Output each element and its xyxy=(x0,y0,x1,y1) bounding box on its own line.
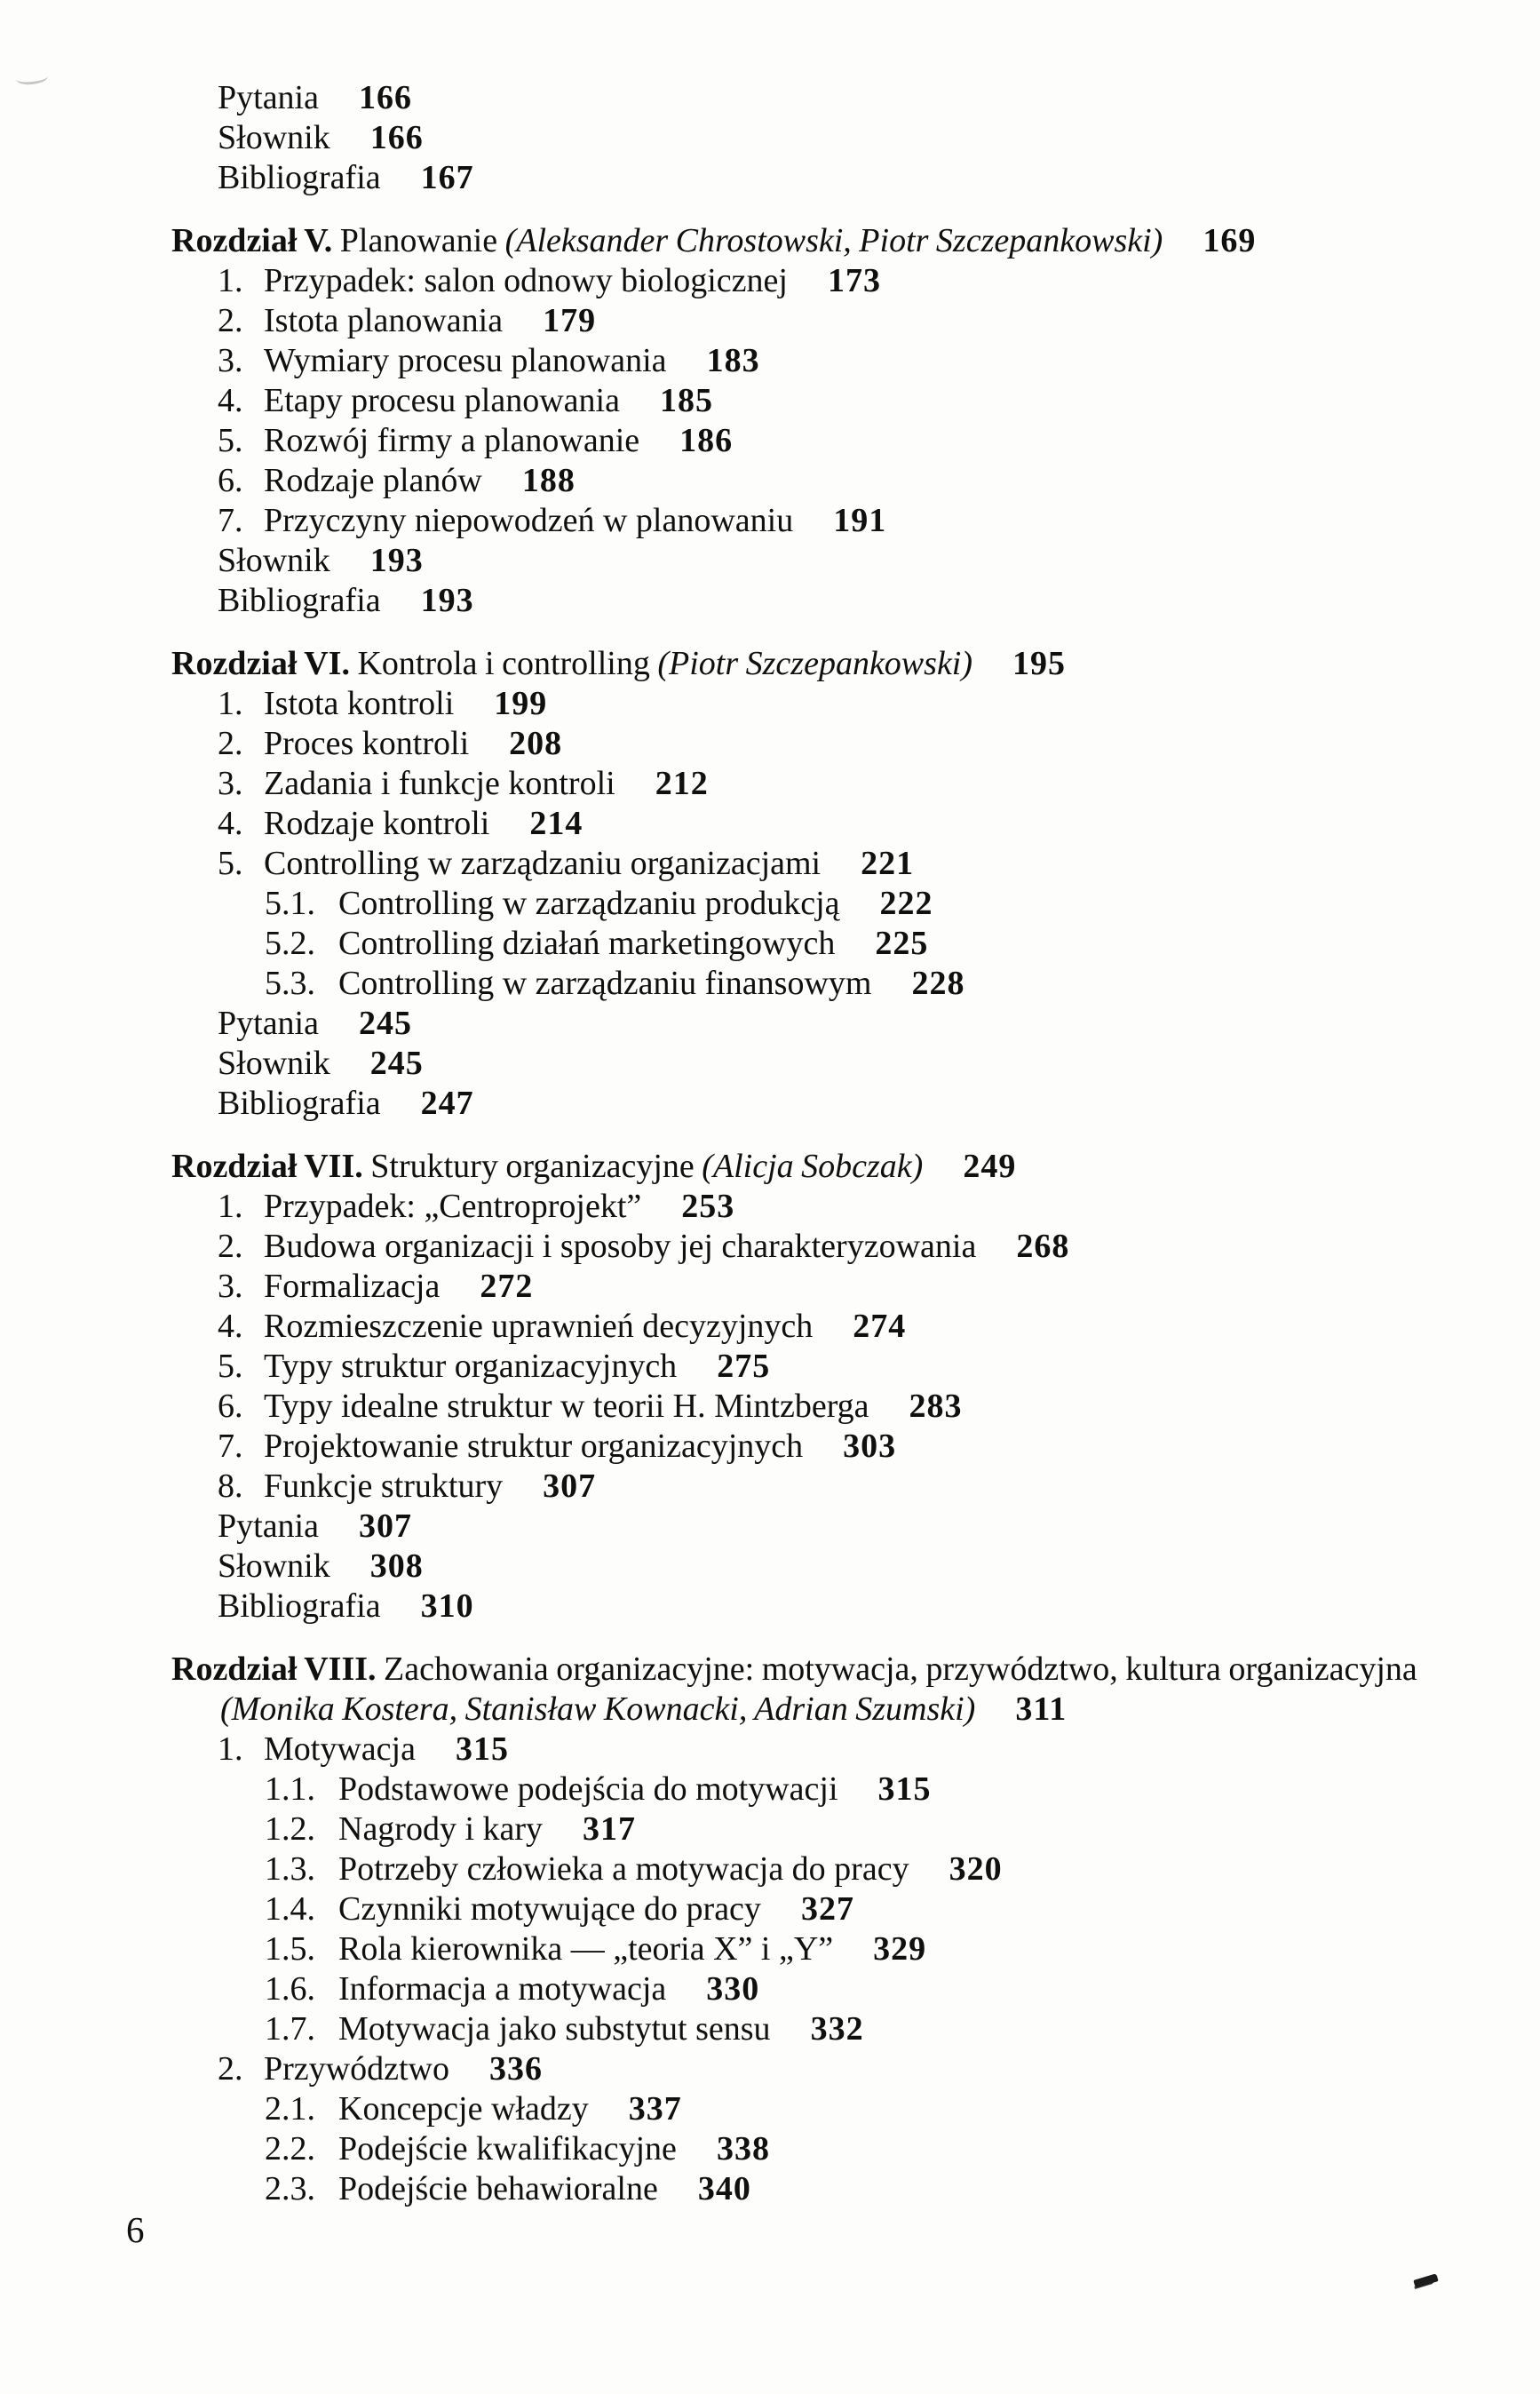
item-number: 4. xyxy=(218,382,243,419)
item-number: 1.2. xyxy=(265,1810,315,1848)
toc-item xyxy=(265,2089,1518,2129)
item-number: 4. xyxy=(218,1308,243,1345)
item-page-number: 167 xyxy=(420,159,474,196)
item-label: Nagrody i kary xyxy=(338,1810,544,1848)
item-page-number: 274 xyxy=(853,1308,907,1345)
item-page-number: 193 xyxy=(420,582,474,619)
item-page-number: 338 xyxy=(716,2130,770,2167)
toc-item xyxy=(265,2129,1518,2169)
chapter-block xyxy=(171,644,1518,1124)
chapter-header xyxy=(171,1147,1518,1187)
item-label: Projektowanie struktur organizacyjnych xyxy=(264,1428,804,1465)
toc-item xyxy=(218,1387,1518,1427)
item-number: 7. xyxy=(218,502,243,539)
item-page-number: 268 xyxy=(1016,1228,1070,1265)
item-page-number: 315 xyxy=(455,1730,509,1768)
item-page-number: 315 xyxy=(877,1770,932,1808)
chapter-label: Rozdział VIII. xyxy=(171,1650,377,1688)
toc-item xyxy=(265,1849,1518,1889)
item-number: 3. xyxy=(218,765,243,802)
toc-item xyxy=(218,1347,1518,1387)
toc-item xyxy=(218,341,1518,381)
item-label: Typy idealne struktur w teorii H. Mintzberga xyxy=(264,1388,869,1425)
chapter-header xyxy=(171,1650,1518,1730)
item-number: 8. xyxy=(218,1467,243,1505)
item-label: Pytania xyxy=(218,79,319,116)
item-number: 5. xyxy=(218,845,243,882)
item-page-number: 327 xyxy=(800,1890,854,1928)
item-page-number: 225 xyxy=(875,925,929,962)
item-label: Bibliografia xyxy=(218,582,381,619)
item-label: Typy struktur organizacyjnych xyxy=(264,1348,678,1385)
chapter-block xyxy=(171,1147,1518,1626)
item-number: 1.7. xyxy=(265,2010,315,2048)
chapter-title: Planowanie xyxy=(339,222,498,259)
toc-item xyxy=(265,964,1518,1004)
item-label: Koncepcje władzy xyxy=(338,2090,589,2128)
item-number: 3. xyxy=(218,1268,243,1305)
item-label: Słownik xyxy=(218,119,330,156)
toc-item xyxy=(218,158,1518,198)
item-page-number: 179 xyxy=(543,302,597,339)
scan-artifact-squiggle xyxy=(15,69,48,86)
item-number: 3. xyxy=(218,342,243,379)
item-page-number: 330 xyxy=(706,1970,760,2008)
item-page-number: 272 xyxy=(480,1268,534,1305)
item-label: Rodzaje planów xyxy=(264,462,482,499)
chapter-header xyxy=(171,221,1518,261)
item-label: Etapy procesu planowania xyxy=(264,382,620,419)
toc-item xyxy=(265,884,1518,924)
item-page-number: 310 xyxy=(420,1587,474,1625)
toc-item xyxy=(265,1770,1518,1809)
toc-item xyxy=(218,461,1518,501)
item-label: Przypadek: salon odnowy biologicznej xyxy=(264,262,788,299)
toc-item xyxy=(218,1547,1518,1587)
item-page-number: 332 xyxy=(810,2010,864,2048)
item-number: 5.2. xyxy=(265,925,315,962)
item-number: 1.4. xyxy=(265,1890,315,1928)
toc-continuation-block xyxy=(171,78,1518,198)
item-page-number: 329 xyxy=(873,1930,927,1968)
item-label: Istota kontroli xyxy=(264,685,455,722)
item-page-number: 336 xyxy=(488,2050,543,2088)
chapter-authors: (Alicja Sobczak) xyxy=(702,1148,924,1185)
toc-item xyxy=(218,301,1518,341)
chapter-title: Zachowania organizacyjne: motywacja, przywództwo, kultura organizacyjna xyxy=(384,1650,1417,1688)
toc-item xyxy=(218,78,1518,118)
item-label: Funkcje struktury xyxy=(264,1467,504,1505)
toc-item xyxy=(218,1307,1518,1347)
item-page-number: 283 xyxy=(909,1388,963,1425)
item-label: Zadania i funkcje kontroli xyxy=(264,765,615,802)
chapter-authors: (Piotr Szczepankowski) xyxy=(657,645,973,682)
chapter-authors: (Monika Kostera, Stanisław Kownacki, Adrian Szumski) xyxy=(220,1690,976,1728)
toc-item xyxy=(218,1467,1518,1507)
item-label: Motywacja jako substytut sensu xyxy=(338,2010,771,2048)
item-label: Rozmieszczenie uprawnień decyzyjnych xyxy=(264,1308,814,1345)
toc-item xyxy=(218,684,1518,724)
item-page-number: 186 xyxy=(679,422,734,459)
toc-item xyxy=(218,724,1518,764)
toc-item xyxy=(218,381,1518,421)
toc-item xyxy=(218,764,1518,804)
item-label: Słownik xyxy=(218,1045,330,1082)
item-number: 6. xyxy=(218,462,243,499)
item-number: 5. xyxy=(218,422,243,459)
item-label: Rodzaje kontroli xyxy=(264,805,490,842)
item-page-number: 193 xyxy=(369,542,424,579)
toc-item xyxy=(218,421,1518,461)
item-label: Budowa organizacji i sposoby jej charakteryzowania xyxy=(264,1228,977,1265)
item-page-number: 320 xyxy=(949,1850,1003,1888)
toc-item xyxy=(218,1267,1518,1307)
item-page-number: 221 xyxy=(861,845,915,882)
item-label: Motywacja xyxy=(264,1730,416,1768)
item-page-number: 245 xyxy=(369,1045,424,1082)
chapter-block xyxy=(171,221,1518,621)
item-number: 1. xyxy=(218,1730,243,1768)
toc-item xyxy=(218,1187,1518,1227)
item-page-number: 275 xyxy=(717,1348,771,1385)
item-label: Bibliografia xyxy=(218,159,381,196)
item-label: Bibliografia xyxy=(218,1587,381,1625)
item-page-number: 317 xyxy=(583,1810,637,1848)
item-number: 2.2. xyxy=(265,2130,315,2167)
toc-item xyxy=(218,581,1518,621)
item-label: Pytania xyxy=(218,1507,319,1545)
toc-item xyxy=(218,501,1518,541)
item-label: Potrzeby człowieka a motywacja do pracy xyxy=(338,1850,909,1888)
item-label: Słownik xyxy=(218,1547,330,1585)
item-page-number: 166 xyxy=(369,119,424,156)
item-label: Informacja a motywacja xyxy=(338,1970,667,2008)
item-label: Istota planowania xyxy=(264,302,504,339)
item-page-number: 214 xyxy=(529,805,583,842)
item-page-number: 208 xyxy=(509,725,563,762)
toc-item xyxy=(218,1044,1518,1084)
toc-item xyxy=(265,2009,1518,2049)
item-label: Bibliografia xyxy=(218,1085,381,1122)
toc-item xyxy=(265,1969,1518,2009)
chapter-page-number: 249 xyxy=(963,1148,1017,1185)
chapter-page-number: 195 xyxy=(1012,645,1067,682)
item-label: Pytania xyxy=(218,1005,319,1042)
item-number: 5.1. xyxy=(265,885,315,922)
item-page-number: 307 xyxy=(358,1507,412,1545)
toc-item xyxy=(218,1427,1518,1467)
scan-artifact-ink-mark xyxy=(1413,2273,1438,2288)
toc-item xyxy=(218,1587,1518,1626)
item-number: 6. xyxy=(218,1388,243,1425)
toc-item xyxy=(218,118,1518,158)
item-number: 1. xyxy=(218,1188,243,1225)
page-number: 6 xyxy=(126,2209,145,2250)
toc-item xyxy=(265,1889,1518,1929)
chapter-title: Kontrola i controlling xyxy=(357,645,650,682)
item-label: Formalizacja xyxy=(264,1268,441,1305)
item-number: 2.3. xyxy=(265,2170,315,2207)
item-label: Rola kierownika — „teoria X” i „Y” xyxy=(338,1930,834,1968)
item-page-number: 228 xyxy=(911,965,965,1002)
toc-item xyxy=(218,1084,1518,1124)
item-page-number: 245 xyxy=(358,1005,412,1042)
item-number: 5. xyxy=(218,1348,243,1385)
toc-item xyxy=(265,1809,1518,1849)
chapter-label: Rozdział VII. xyxy=(171,1148,363,1185)
item-page-number: 247 xyxy=(420,1085,474,1122)
item-page-number: 212 xyxy=(655,765,709,802)
item-number: 4. xyxy=(218,805,243,842)
item-page-number: 340 xyxy=(697,2170,751,2207)
item-label: Podejście behawioralne xyxy=(338,2170,658,2207)
item-number: 1.6. xyxy=(265,1970,315,2008)
item-label: Proces kontroli xyxy=(264,725,470,762)
item-page-number: 173 xyxy=(827,262,881,299)
toc-item xyxy=(218,1227,1518,1267)
item-label: Podejście kwalifikacyjne xyxy=(338,2130,677,2167)
chapter-label: Rozdział VI. xyxy=(171,645,350,682)
item-page-number: 185 xyxy=(659,382,713,419)
item-number: 2.1. xyxy=(265,2090,315,2128)
item-label: Controlling w zarządzaniu finansowym xyxy=(338,965,872,1002)
item-page-number: 253 xyxy=(681,1188,735,1225)
item-number: 1.5. xyxy=(265,1930,315,1968)
item-number: 1. xyxy=(218,685,243,722)
chapter-page-number: 311 xyxy=(1015,1690,1068,1728)
chapter-authors: (Aleksander Chrostowski, Piotr Szczepankowski) xyxy=(504,222,1163,259)
chapter-page-number: 169 xyxy=(1203,222,1257,259)
toc-item xyxy=(218,1507,1518,1547)
chapter-block xyxy=(171,1650,1518,2209)
toc-item xyxy=(218,1730,1518,1770)
item-number: 7. xyxy=(218,1428,243,1465)
item-page-number: 308 xyxy=(369,1547,424,1585)
item-number: 2. xyxy=(218,2050,243,2088)
item-label: Controlling w zarządzaniu organizacjami xyxy=(264,845,822,882)
toc-item xyxy=(218,1004,1518,1044)
toc-item xyxy=(218,844,1518,884)
toc-item xyxy=(265,2169,1518,2209)
item-number: 1.3. xyxy=(265,1850,315,1888)
item-label: Controlling w zarządzaniu produkcją xyxy=(338,885,840,922)
item-number: 2. xyxy=(218,1228,243,1265)
item-page-number: 166 xyxy=(358,79,412,116)
item-number: 5.3. xyxy=(265,965,315,1002)
item-label: Przyczyny niepowodzeń w planowaniu xyxy=(264,502,794,539)
item-label: Przywództwo xyxy=(264,2050,449,2088)
item-page-number: 307 xyxy=(543,1467,597,1505)
item-page-number: 222 xyxy=(879,885,933,922)
chapter-header xyxy=(171,644,1518,684)
item-label: Rozwój firmy a planowanie xyxy=(264,422,640,459)
toc-item xyxy=(265,924,1518,964)
item-label: Słownik xyxy=(218,542,330,579)
chapter-title: Struktury organizacyjne xyxy=(370,1148,695,1185)
item-page-number: 191 xyxy=(833,502,887,539)
item-number: 2. xyxy=(218,302,243,339)
item-page-number: 183 xyxy=(706,342,760,379)
table-of-contents xyxy=(171,78,1518,2209)
item-page-number: 303 xyxy=(843,1428,897,1465)
item-label: Podstawowe podejścia do motywacji xyxy=(338,1770,838,1808)
toc-item xyxy=(218,261,1518,301)
chapter-label: Rozdział V. xyxy=(171,222,333,259)
item-number: 2. xyxy=(218,725,243,762)
toc-item xyxy=(218,2049,1518,2089)
item-number: 1. xyxy=(218,262,243,299)
toc-item xyxy=(218,541,1518,581)
item-page-number: 199 xyxy=(494,685,548,722)
item-label: Przypadek: „Centroprojekt” xyxy=(264,1188,642,1225)
item-page-number: 337 xyxy=(628,2090,682,2128)
toc-item xyxy=(218,804,1518,844)
item-number: 1.1. xyxy=(265,1770,315,1808)
item-page-number: 188 xyxy=(521,462,576,499)
item-label: Controlling działań marketingowych xyxy=(338,925,836,962)
item-label: Czynniki motywujące do pracy xyxy=(338,1890,761,1928)
toc-item xyxy=(265,1929,1518,1969)
item-label: Wymiary procesu planowania xyxy=(264,342,667,379)
